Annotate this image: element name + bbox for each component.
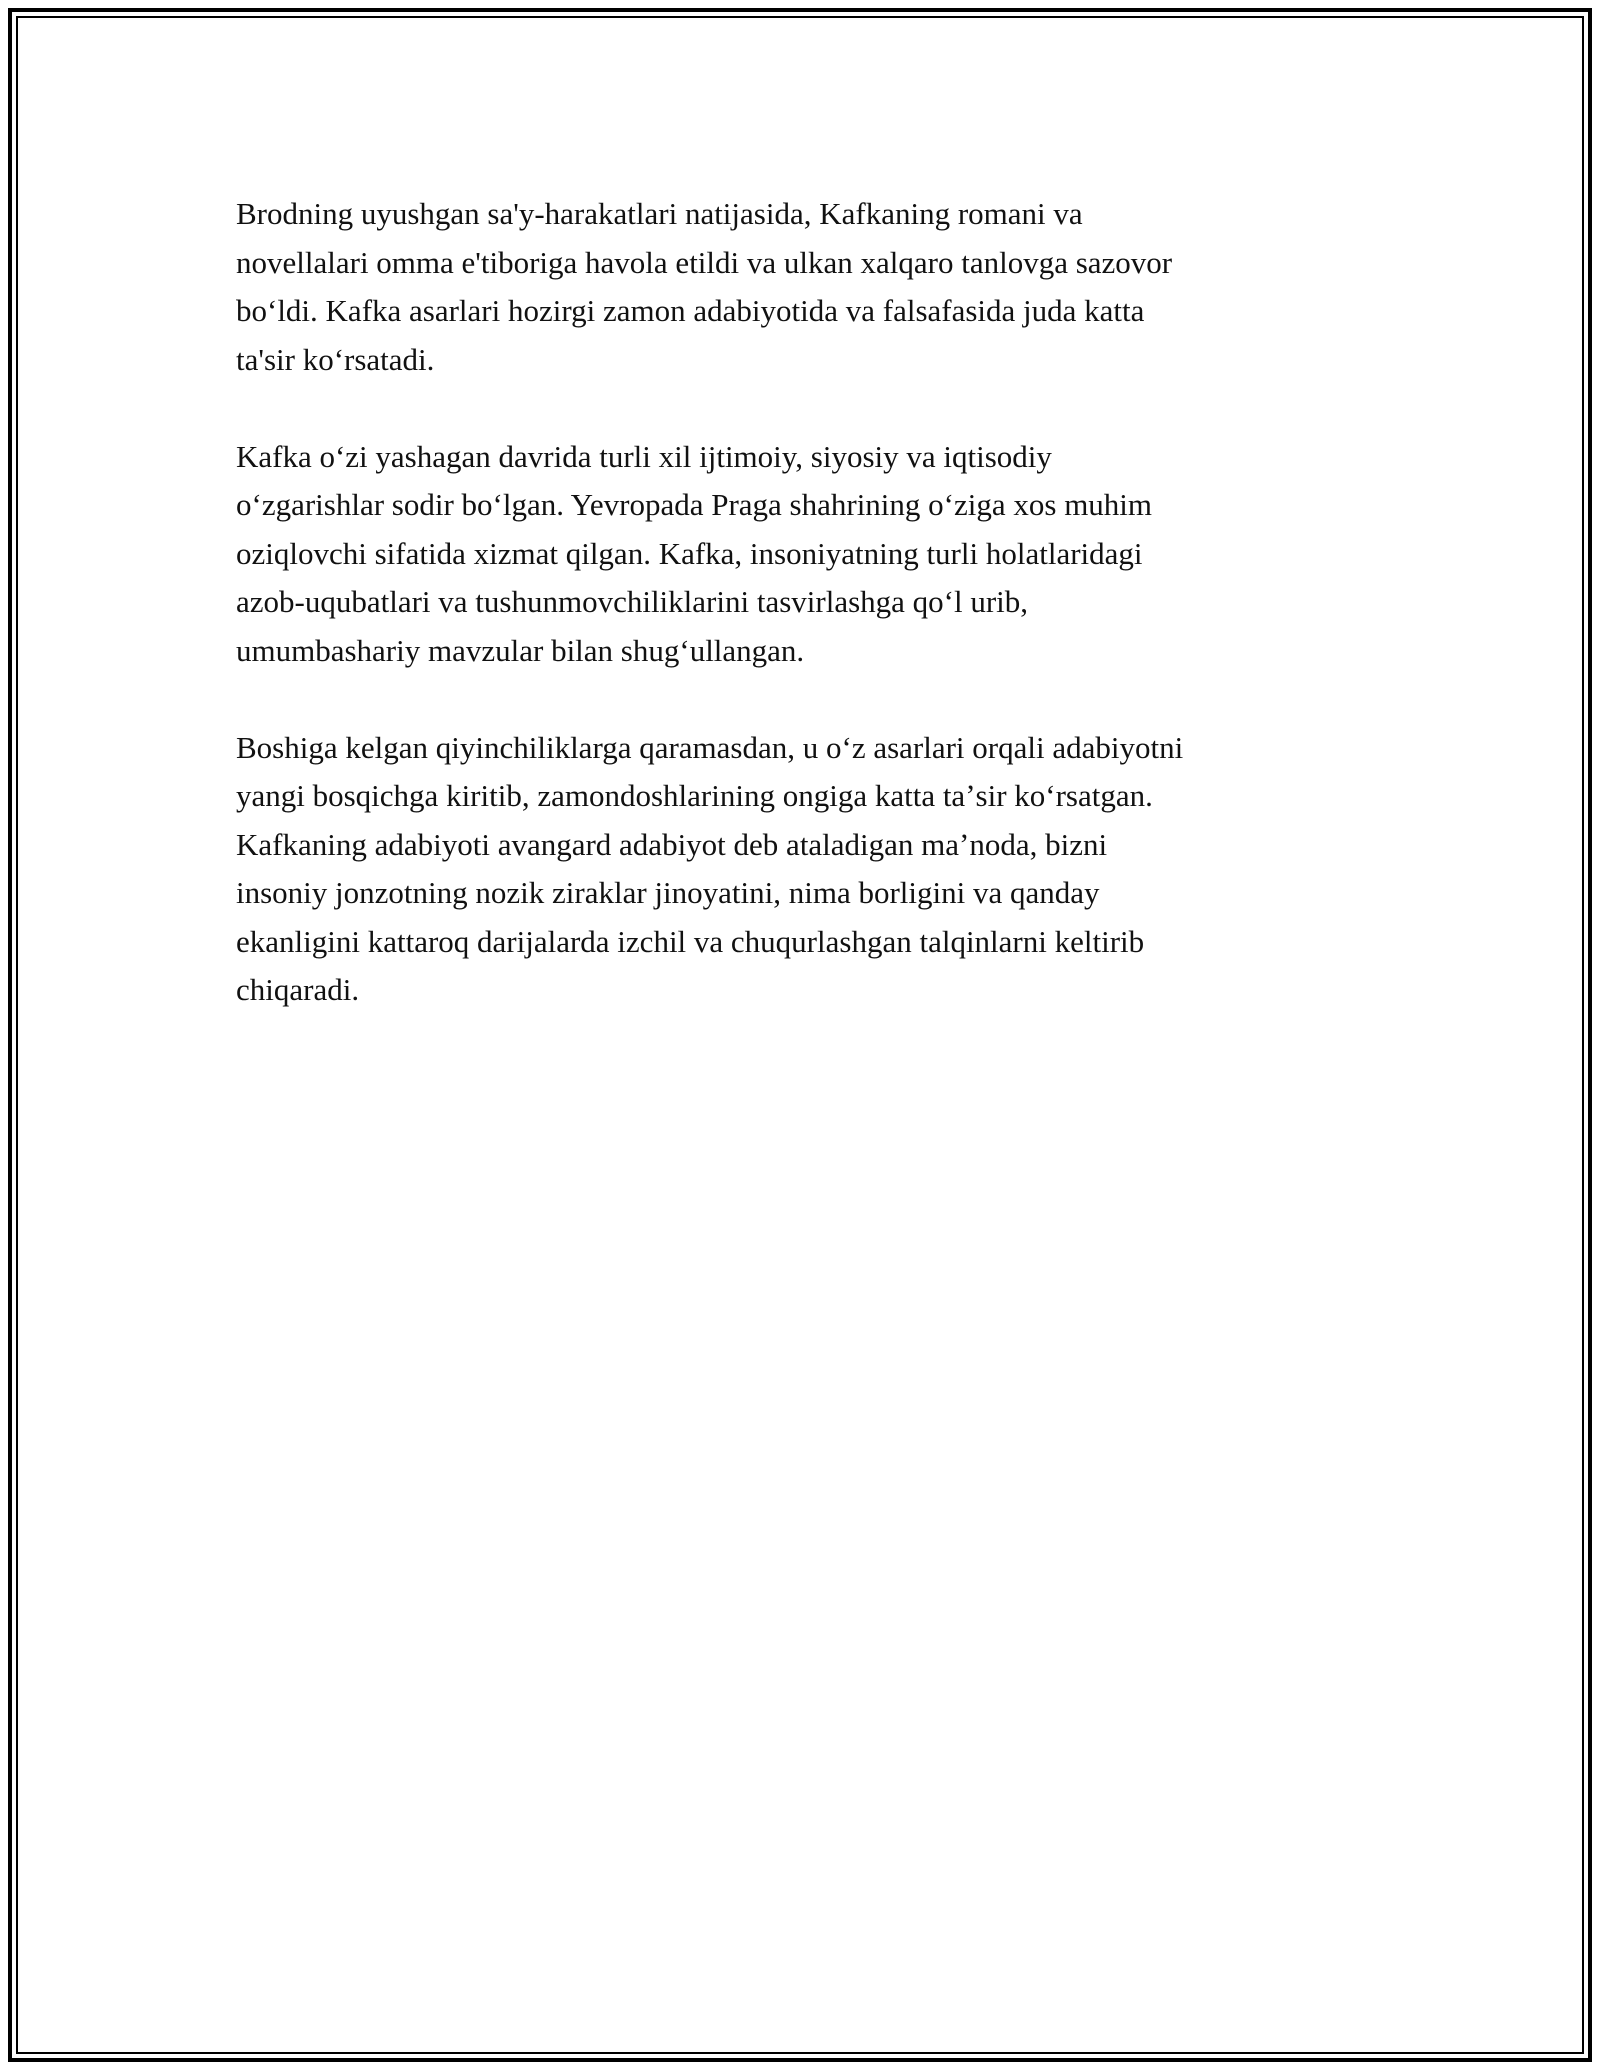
paragraph-3: Boshiga kelgan qiyinchiliklarga qaramasdan, u oʻz asarlari orqali adabiyotni yangi bosqichga kiritib, zamondoshlarining ongiga katta taʼsir koʻrsatgan. Kafkaning adabiyoti avangard adabiyot deb ataladigan maʼnoda, bizni insoniy jonzotning nozik ziraklar jinoyatini, nima borligini va qanday ekanligini kattaroq darijalarda izchil va chuqurlashgan talqinlarni keltirib chiqaradi. <box>236 729 1184 1007</box>
paragraph-1: Brodning uyushgan sa'y-harakatlari natijasida, Kafkaning romani va novellalari omma e'tiboriga havola etildi va ulkan xalqaro tanlovga sazovor boʻldi. Kafka asarlari hozirgi zamon adabiyotida va falsafasida juda katta ta'sir koʻrsatadi. <box>236 196 1173 377</box>
document-body <box>236 190 1386 1063</box>
paragraph-2: Kafka oʻzi yashagan davrida turli xil ijtimoiy, siyosiy va iqtisodiy oʻzgarishlar sodir boʻlgan. Yevropada Praga shahrining oʻziga xos muhim oziqlovchi sifatida xizmat qilgan. Kafka, insoniyatning turli holatlaridagi azob-uqubatlari va tushunmovchiliklarini tasvirlashga qoʻl urib, umumbashariy mavzular bilan shugʻullangan. <box>236 438 1153 668</box>
